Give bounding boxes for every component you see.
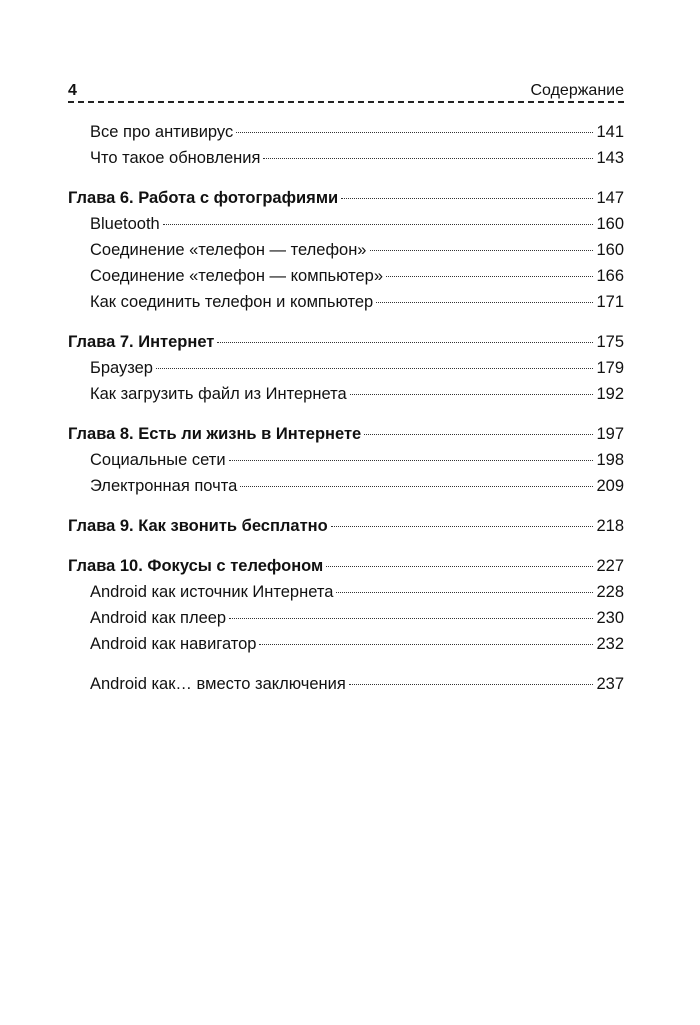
toc-entry-label: Как загрузить файл из Интернета [90, 385, 347, 403]
dot-leader [326, 566, 593, 567]
table-of-contents [68, 119, 624, 697]
dot-leader [240, 486, 593, 487]
toc-entry-page: 228 [596, 583, 624, 601]
toc-entry[interactable] [68, 237, 624, 263]
toc-entry-page: 209 [596, 477, 624, 495]
running-header [68, 80, 624, 104]
toc-entry[interactable] [68, 447, 624, 473]
toc-entry[interactable] [68, 211, 624, 237]
toc-entry-page: 166 [596, 267, 624, 285]
dot-leader [229, 460, 594, 461]
dot-leader [331, 526, 594, 527]
toc-chapter-label: Глава 8. Есть ли жизнь в Интернете [68, 425, 362, 443]
toc-chapter-label: Глава 10. Фокусы с телефоном [68, 557, 324, 575]
toc-entry[interactable] [68, 119, 624, 145]
toc-entry-label: Электронная почта [90, 477, 238, 495]
page-number: 4 [68, 82, 77, 99]
toc-chapter-label: Глава 7. Интернет [68, 333, 215, 351]
toc-entry-label: Как соединить телефон и компьютер [90, 293, 374, 311]
toc-entry[interactable] [68, 579, 624, 605]
toc-chapter[interactable] [68, 185, 624, 211]
toc-chapter[interactable] [68, 329, 624, 355]
toc-entry-label: Android как плеер [90, 609, 227, 627]
toc-entry[interactable] [68, 381, 624, 407]
toc-chapter-page: 218 [596, 517, 624, 535]
dot-leader [263, 158, 593, 159]
toc-entry-label: Социальные сети [90, 451, 226, 469]
dot-leader [217, 342, 593, 343]
toc-entry-label: Браузер [90, 359, 153, 377]
dot-leader [156, 368, 593, 369]
dot-leader [163, 224, 594, 225]
dot-leader [259, 644, 593, 645]
toc-chapter[interactable] [68, 513, 624, 539]
toc-entry[interactable] [68, 355, 624, 381]
toc-chapter[interactable] [68, 421, 624, 447]
toc-chapter-page: 227 [596, 557, 624, 575]
toc-entry-page: 237 [596, 675, 624, 693]
toc-entry-page: 171 [596, 293, 624, 311]
toc-entry-page: 160 [596, 215, 624, 233]
toc-chapter-label: Глава 9. Как звонить бесплатно [68, 517, 328, 535]
toc-entry-page: 179 [596, 359, 624, 377]
toc-entry-page: 198 [596, 451, 624, 469]
toc-entry-label: Android как источник Интернета [90, 583, 334, 601]
section-title: Содержание [530, 82, 624, 99]
toc-entry-page: 160 [596, 241, 624, 259]
toc-entry-label: Android как… вместо заключения [90, 675, 346, 693]
toc-entry-label: Соединение «телефон — телефон» [90, 241, 367, 259]
toc-chapter-page: 147 [596, 189, 624, 207]
toc-entry-label: Что такое обновления [90, 149, 261, 167]
dot-leader [350, 394, 594, 395]
dot-leader [386, 276, 593, 277]
dot-leader [336, 592, 593, 593]
toc-chapter-label: Глава 6. Работа с фотографиями [68, 189, 339, 207]
toc-chapter[interactable] [68, 553, 624, 579]
toc-entry-page: 232 [596, 635, 624, 653]
toc-entry-page: 192 [596, 385, 624, 403]
dot-leader [229, 618, 593, 619]
toc-entry[interactable] [68, 631, 624, 657]
toc-entry-page: 141 [596, 123, 624, 141]
toc-entry-label: Соединение «телефон — компьютер» [90, 267, 384, 285]
dot-leader [370, 250, 594, 251]
toc-chapter-page: 175 [596, 333, 624, 351]
toc-entry[interactable] [68, 473, 624, 499]
toc-entry-page: 230 [596, 609, 624, 627]
dot-leader [376, 302, 593, 303]
toc-entry-page: 143 [596, 149, 624, 167]
dot-leader [236, 132, 593, 133]
toc-entry[interactable] [68, 605, 624, 631]
toc-entry-label: Bluetooth [90, 215, 160, 233]
dot-leader [364, 434, 593, 435]
dot-leader [341, 198, 593, 199]
toc-chapter-page: 197 [596, 425, 624, 443]
toc-entry-label: Android как навигатор [90, 635, 257, 653]
dot-leader [349, 684, 594, 685]
toc-entry[interactable] [68, 145, 624, 171]
toc-entry-label: Все про антивирус [90, 123, 234, 141]
toc-entry[interactable] [68, 289, 624, 315]
toc-entry[interactable] [68, 263, 624, 289]
toc-entry-conclusion[interactable] [68, 671, 624, 697]
header-dashed-rule [68, 101, 624, 103]
